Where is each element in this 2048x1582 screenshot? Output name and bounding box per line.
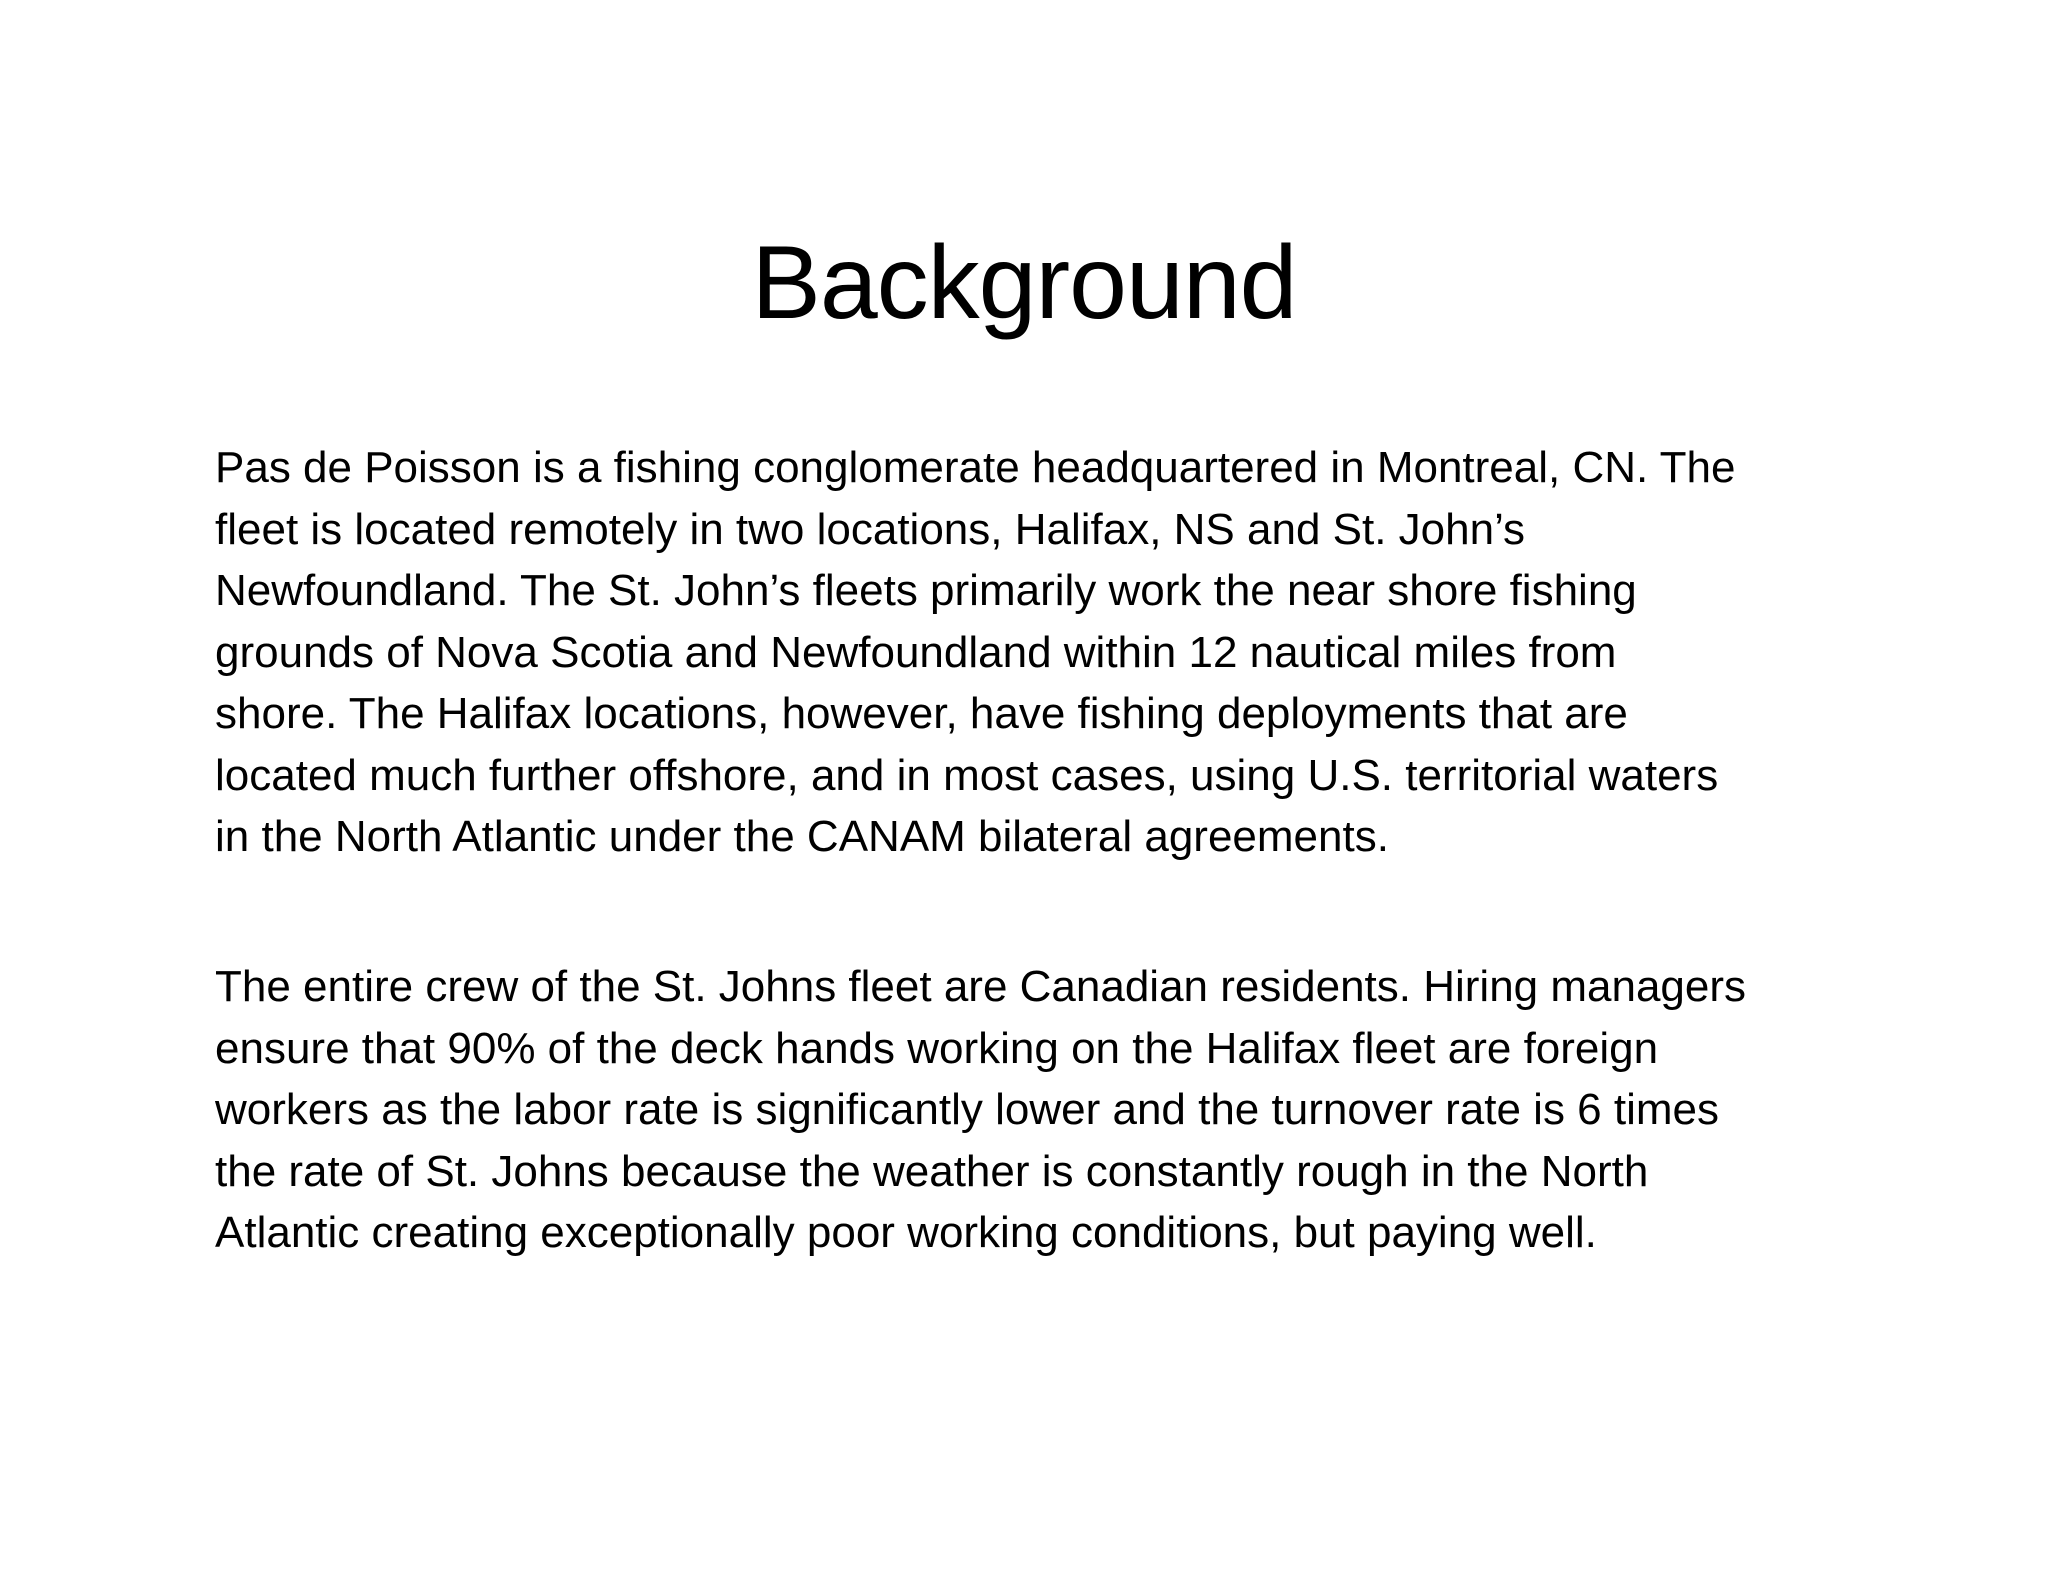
paragraph-crew-details — [215, 956, 1855, 1264]
text-line: ensure that 90% of the deck hands working on the Halifax fleet are foreign — [215, 1023, 1659, 1073]
text-line: the rate of St. Johns because the weather is constantly rough in the North — [215, 1146, 1649, 1196]
text-line: shore. The Halifax locations, however, have fishing deployments that are — [215, 689, 1628, 738]
slide-title: Background — [751, 225, 1297, 341]
text-line: Atlantic creating exceptionally poor working conditions, but paying well. — [215, 1208, 1597, 1257]
paragraph-company-overview — [215, 437, 1855, 868]
text-line: grounds of Nova Scotia and Newfoundland within 12 nautical miles from — [215, 627, 1617, 677]
text-line: Newfoundland. The St. John’s fleets primarily work the near shore fishing — [215, 566, 1637, 615]
text-line: Pas de Poisson is a fishing conglomerate headquartered in Montreal, CN. The — [215, 443, 1736, 492]
text-line: in the North Atlantic under the CANAM bilateral agreements. — [215, 812, 1389, 861]
text-line: fleet is located remotely in two locations, Halifax, NS and St. John’s — [215, 504, 1526, 554]
text-line: workers as the labor rate is significantly lower and the turnover rate is 6 times — [215, 1085, 1719, 1134]
text-line: located much further offshore, and in most cases, using U.S. territorial waters — [215, 750, 1719, 800]
text-line: The entire crew of the St. Johns fleet are Canadian residents. Hiring managers — [215, 962, 1747, 1011]
